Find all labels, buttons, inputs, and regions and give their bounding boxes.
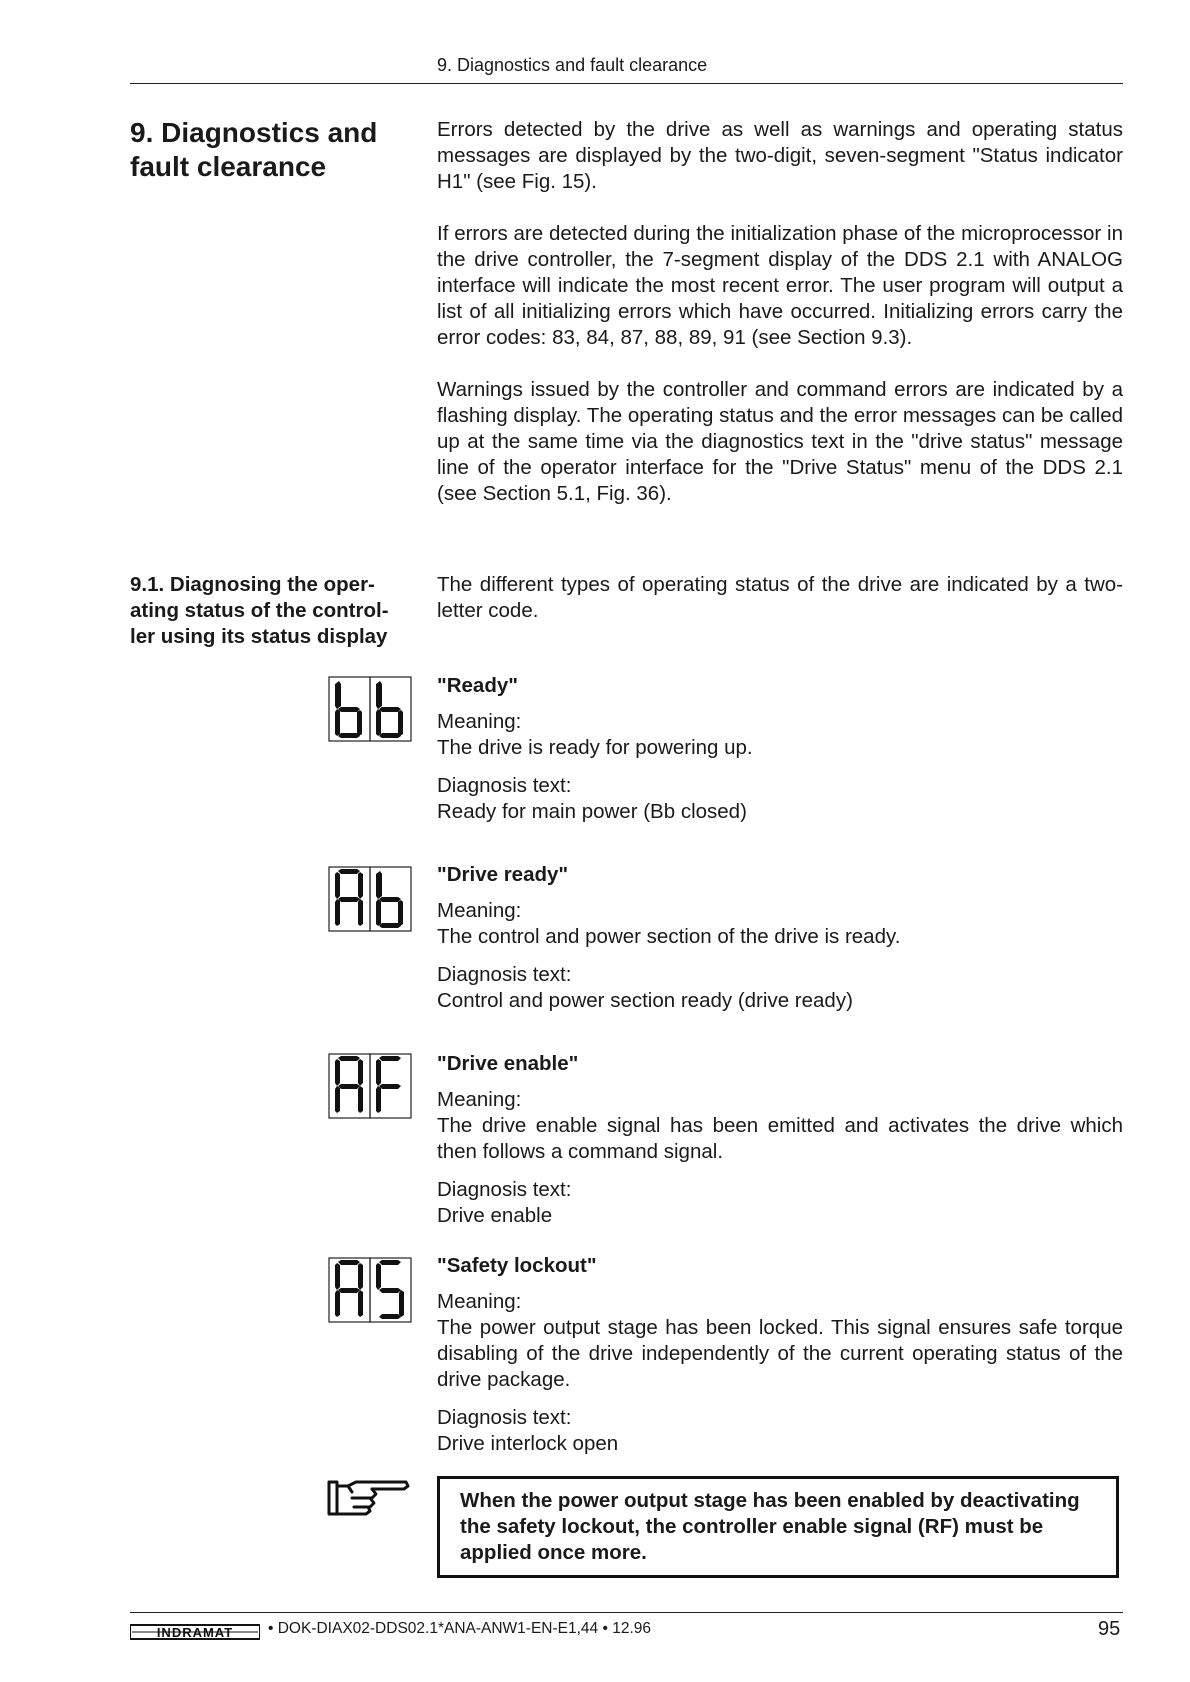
footer-rule bbox=[130, 1612, 1123, 1613]
paragraph-1: Errors detected by the drive as well as warnings and operating status messages are displayed by the two-digit, seven-segment "Status indicator H1" (see Fig. 15). bbox=[437, 118, 1123, 193]
status-entry-drive-enable: "Drive enable" Meaning: The drive enable signal has been emitted and activates the drive which then follows a command signal. Diagnosis text: Drive enable bbox=[437, 1052, 1123, 1227]
status-entry-safety-lockout: "Safety lockout" Meaning: The power output stage has been locked. This signal ensures safe torque disabling of the drive independently of the current operating status of the drive package. Diagnosis text: Drive interlock open bbox=[437, 1254, 1123, 1455]
note-text: When the power output stage has been enabled by deactivating the safety lockout, the controller enable signal (RF) must be applied once more. bbox=[460, 1489, 1080, 1564]
seven-segment-display-bb bbox=[328, 676, 412, 742]
status-entry-ready: "Ready" Meaning: The drive is ready for powering up. Diagnosis text: Ready for main power (Bb closed) bbox=[437, 673, 1123, 825]
running-header: 9. Diagnostics and fault clearance bbox=[437, 55, 708, 75]
paragraph-3: Warnings issued by the controller and command errors are indicated by a flashing display. The operating status and the error messages can be called up at the same time via the diagnostics text in the "drive status" message line of the operator interface for the "Drive Status" menu of the DDS 2.1 (see Section 5.1, Fig. 36). bbox=[437, 378, 1123, 505]
document-code: • DOK-DIAX02-DDS02.1*ANA-ANW1-EN-E1,44 • 12.96 bbox=[268, 1620, 651, 1637]
seven-segment-display-as bbox=[328, 1257, 412, 1323]
seven-segment-display-af bbox=[328, 1053, 412, 1119]
subsection-heading: 9.1. Diagnosing the oper- ating status of the control- ler using its status display bbox=[130, 573, 389, 648]
indramat-logo bbox=[130, 1622, 260, 1642]
header-rule bbox=[130, 83, 1123, 84]
status-title: "Ready" bbox=[437, 674, 518, 697]
section-heading bbox=[130, 116, 420, 184]
page-number: 95 bbox=[1098, 1618, 1121, 1640]
status-entry-drive-ready: "Drive ready" Meaning: The control and power section of the drive is ready. Diagnosis text: Control and power section ready (drive ready) bbox=[437, 862, 1123, 1014]
pointing-hand-icon bbox=[326, 1476, 412, 1520]
seven-segment-display-ab bbox=[328, 866, 412, 932]
status-title: "Safety lockout" bbox=[437, 1254, 597, 1277]
subsection-intro: The different types of operating status of the drive are indicated by a two-letter code. bbox=[437, 573, 1123, 622]
section-heading-line1: 9. Diagnostics and bbox=[130, 117, 378, 148]
status-title: "Drive ready" bbox=[437, 863, 569, 886]
status-title: "Drive enable" bbox=[437, 1052, 579, 1075]
svg-text:INDRAMAT: INDRAMAT bbox=[156, 1625, 234, 1640]
section-heading-line2: fault clearance bbox=[130, 151, 327, 182]
paragraph-2: If errors are detected during the initialization phase of the microprocessor in the drive controller, the 7-segment display of the DDS 2.1 with ANALOG interface will indicate the most recent error. The user program will output a list of all initializing errors which have occurred. Initializing errors carry the error codes: 83, 84, 87, 88, 89, 91 (see Section 9.3). bbox=[437, 222, 1123, 349]
